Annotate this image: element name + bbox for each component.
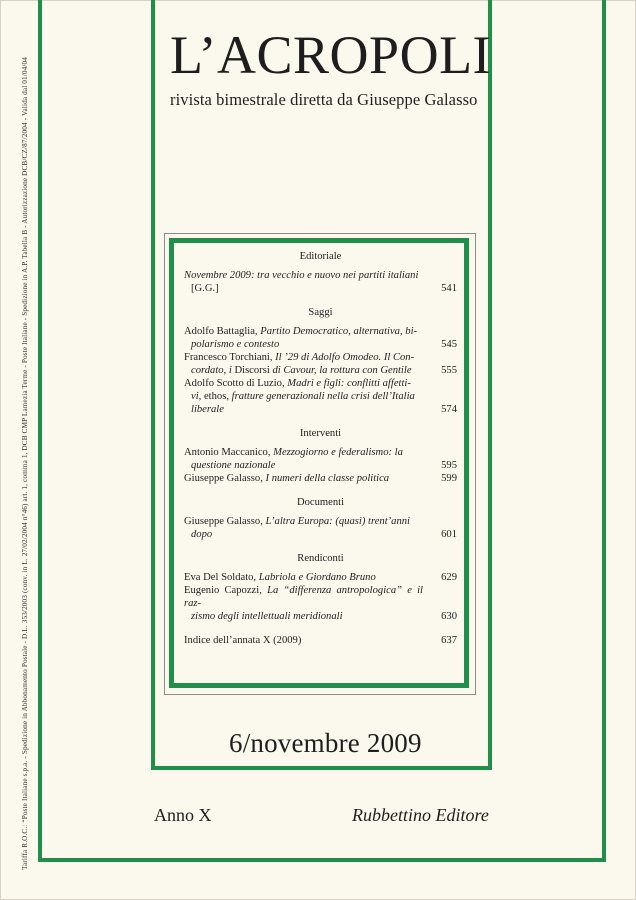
entry-author: Giuseppe Galasso, xyxy=(184,473,263,484)
entry-title: Labriola e Giordano Bruno xyxy=(258,572,376,583)
entry-title-cont: fratture generazionali nella crisi dell’Italia xyxy=(231,391,415,402)
toc-entry-index xyxy=(184,634,457,647)
entry-title-cont: questione nazionale xyxy=(191,460,276,471)
entry-page: 541 xyxy=(441,283,457,294)
entry-title: Madri e figli: conflitti affetti- xyxy=(287,378,411,389)
entry-page: 545 xyxy=(441,339,457,350)
publisher-name: Rubbettino Editore xyxy=(352,805,489,825)
toc-entry xyxy=(184,269,457,295)
entry-page: 630 xyxy=(441,611,457,622)
toc-entry xyxy=(184,446,457,472)
entry-title-cont: polarismo e contesto xyxy=(191,339,280,350)
entry-title: Novembre 2009: tra vecchio e nuovo nei partiti italiani xyxy=(184,270,419,281)
entry-author: Adolfo Battaglia, xyxy=(184,326,258,337)
section-heading-interventi: Interventi xyxy=(299,428,342,439)
entry-title: I numeri della classe politica xyxy=(265,473,390,484)
entry-page: 555 xyxy=(441,365,457,376)
section-heading-saggi: Saggi xyxy=(308,307,333,318)
entry-title-cont: cordato, i xyxy=(191,365,232,376)
entry-title: La “differenza antropologica” e il raz- xyxy=(184,585,423,609)
journal-title: L’ACROPOLI xyxy=(170,25,492,85)
entry-title: L’altra Europa: (quasi) trent’anni xyxy=(265,516,410,527)
entry-title-cont: liberale xyxy=(191,404,224,415)
entry-author: [G.G.] xyxy=(191,283,219,294)
entry-page: 637 xyxy=(441,635,457,646)
entry-author: Giuseppe Galasso, xyxy=(184,516,263,527)
toc-entry xyxy=(184,571,457,584)
entry-author: Adolfo Scotto di Luzio, xyxy=(184,378,285,389)
entry-page: 629 xyxy=(441,572,457,583)
toc-entry xyxy=(184,584,457,623)
section-heading-documenti: Documenti xyxy=(296,497,345,508)
entry-title-cont: di Cavour, la rottura con Gentile xyxy=(272,365,412,376)
volume-year: Anno X xyxy=(154,805,212,825)
toc-entry xyxy=(184,377,457,416)
section-heading-editoriale: Editoriale xyxy=(299,251,342,262)
entry-title: Mezzogiorno e federalismo: la xyxy=(273,447,403,458)
entry-author: Eugenio Capozzi, xyxy=(184,585,262,596)
section-heading-rendiconti: Rendiconti xyxy=(297,553,344,564)
entry-title: Il ’29 di Adolfo Omodeo. Il Con- xyxy=(275,352,415,363)
entry-page: 574 xyxy=(441,404,457,415)
toc-entry xyxy=(184,351,457,377)
entry-title-roman: ethos, xyxy=(203,391,229,402)
entry-title-cont: dopo xyxy=(191,529,213,540)
index-label: Indice dell’annata X (2009) xyxy=(184,635,302,646)
entry-author: Antonio Maccanico, xyxy=(184,447,271,458)
issue-number: 6/novembre 2009 xyxy=(229,728,422,758)
entry-title-cont: vi, xyxy=(191,391,202,402)
entry-title-cont: zismo degli intellettuali meridionali xyxy=(191,611,343,622)
table-of-contents xyxy=(184,250,457,647)
spine-postal-text: Tariffa R.O.C.: “Poste Italiane s.p.a. - Spedizione in Abbonamento Postale - D.L. 353/2003 (conv. in L. 27/02/2004 n°46) art. 1, comma 1, DCB CMP Lamezia Terme - Poste Italiane - Spedizione in A.P. Tabella B - Autorizzazione DCB/CZ/87/2004 - Valida dal 01/04/04 xyxy=(21,57,29,870)
toc-entry xyxy=(184,515,457,541)
entry-title: Partito Democratico, alternativa, bi- xyxy=(260,326,418,337)
entry-author: Eva Del Soldato, xyxy=(184,572,257,583)
entry-page: 595 xyxy=(441,460,457,471)
entry-page: 599 xyxy=(441,473,457,484)
journal-subtitle: rivista bimestrale diretta da Giuseppe Galasso xyxy=(170,90,478,109)
entry-author: Francesco Torchiani, xyxy=(184,352,273,363)
entry-title-roman: Discorsi xyxy=(234,365,270,376)
toc-entry xyxy=(184,472,457,485)
entry-page: 601 xyxy=(441,529,457,540)
toc-entry xyxy=(184,325,457,351)
